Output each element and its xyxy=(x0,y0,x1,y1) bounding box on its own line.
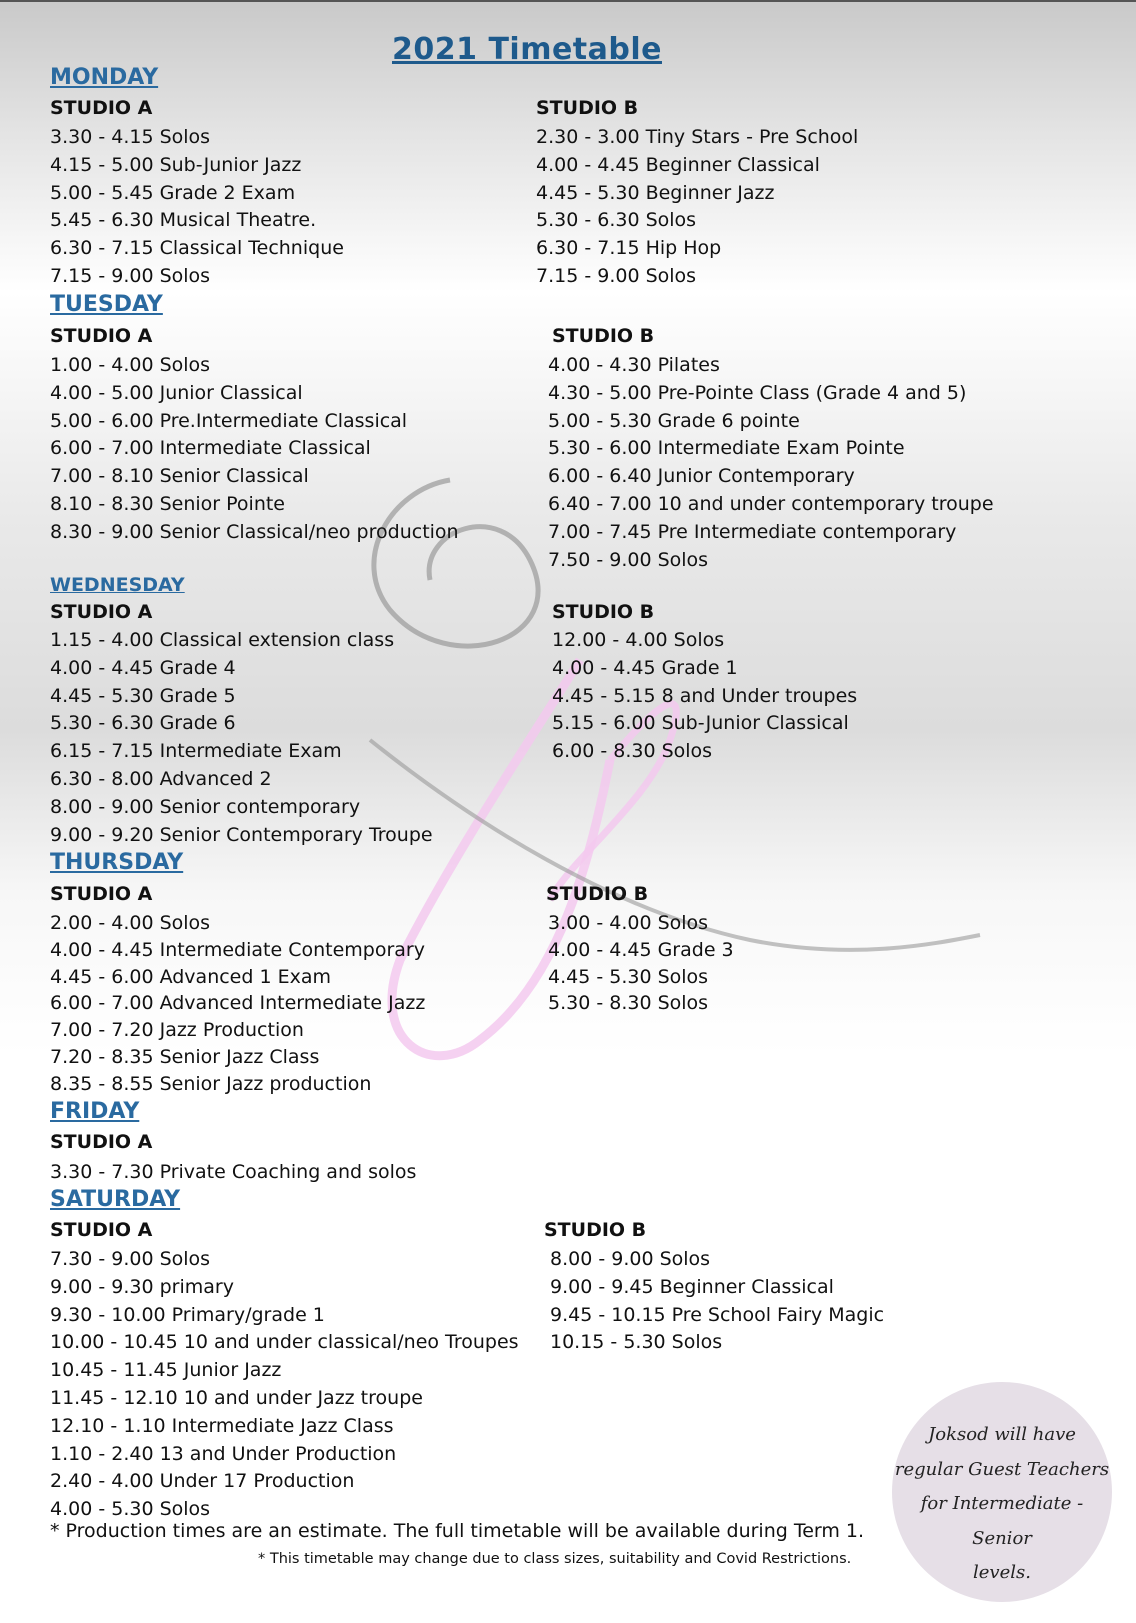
day-heading-wednesday: WEDNESDAY xyxy=(50,574,185,596)
class-entry: 9.30 - 10.00 Primary/grade 1 xyxy=(50,1303,325,1326)
class-entry: 5.15 - 6.00 Sub-Junior Classical xyxy=(552,712,849,735)
class-entry: 6.00 - 7.00 Intermediate Classical xyxy=(50,437,371,460)
class-entry: 7.00 - 8.10 Senior Classical xyxy=(50,465,309,488)
class-entry: 6.30 - 7.15 Hip Hop xyxy=(536,237,722,260)
tuesday-studio-b-list xyxy=(548,352,994,574)
class-entry: 12.10 - 1.10 Intermediate Jazz Class xyxy=(50,1414,394,1437)
monday-studio-b-label: STUDIO B xyxy=(536,97,639,119)
class-entry: 4.45 - 5.15 8 and Under troupes xyxy=(552,684,858,707)
class-entry: 8.30 - 9.00 Senior Classical/neo production xyxy=(50,520,459,543)
class-entry: 4.00 - 4.45 Grade 3 xyxy=(548,938,734,961)
class-entry: 2.40 - 4.00 Under 17 Production xyxy=(50,1470,355,1493)
class-entry: 6.00 - 7.00 Advanced Intermediate Jazz xyxy=(50,992,426,1015)
class-entry: 4.45 - 5.30 Beginner Jazz xyxy=(536,181,775,204)
class-entry: 10.45 - 11.45 Junior Jazz xyxy=(50,1359,282,1382)
class-entry: 4.00 - 4.45 Grade 4 xyxy=(50,656,236,679)
wednesday-studio-a-list xyxy=(50,627,433,849)
thursday-studio-a-label: STUDIO A xyxy=(50,883,153,905)
class-entry: 9.00 - 9.20 Senior Contemporary Troupe xyxy=(50,823,433,846)
class-entry: 2.30 - 3.00 Tiny Stars - Pre School xyxy=(536,126,859,148)
day-heading-monday: MONDAY xyxy=(50,65,159,90)
class-entry: 1.10 - 2.40 13 and Under Production xyxy=(50,1442,397,1465)
class-entry: 7.30 - 9.00 Solos xyxy=(50,1248,211,1270)
class-entry: 6.30 - 7.15 Classical Technique xyxy=(50,237,344,260)
class-entry: 4.45 - 5.30 Solos xyxy=(548,965,709,988)
day-heading-saturday: SATURDAY xyxy=(50,1187,181,1212)
class-entry: 9.00 - 9.45 Beginner Classical xyxy=(550,1275,834,1298)
class-entry: 1.15 - 4.00 Classical extension class xyxy=(50,629,395,651)
class-entry: 7.00 - 7.45 Pre Intermediate contemporary xyxy=(548,520,957,543)
guest-note-line: regular Guest Teachers xyxy=(894,1458,1110,1480)
class-entry: 10.15 - 5.30 Solos xyxy=(550,1331,723,1354)
class-entry: 3.00 - 4.00 Solos xyxy=(548,912,709,934)
class-entry: 4.00 - 4.30 Pilates xyxy=(548,354,720,376)
guest-note-line: for Intermediate - xyxy=(920,1493,1084,1514)
class-entry: 9.00 - 9.30 primary xyxy=(50,1275,234,1298)
guest-teachers-badge xyxy=(892,1382,1112,1602)
guest-note-line: levels. xyxy=(973,1562,1031,1583)
class-entry: 2.00 - 4.00 Solos xyxy=(50,912,211,934)
day-heading-thursday: THURSDAY xyxy=(50,850,184,875)
thursday-studio-b-label: STUDIO B xyxy=(546,883,649,905)
tuesday-studio-b-label: STUDIO B xyxy=(552,325,655,347)
wednesday-studio-a-label: STUDIO A xyxy=(50,601,153,623)
guest-teachers-text xyxy=(892,1418,1112,1591)
monday-studio-b-list xyxy=(536,124,858,291)
page-title: 2021 Timetable xyxy=(392,32,662,67)
guest-note-line: Joksod will have xyxy=(928,1424,1076,1445)
class-entry: 8.35 - 8.55 Senior Jazz production xyxy=(50,1072,372,1095)
class-entry: 7.15 - 9.00 Solos xyxy=(536,264,697,287)
tuesday-studio-a-label: STUDIO A xyxy=(50,325,153,347)
day-heading-friday: FRIDAY xyxy=(50,1099,140,1124)
class-entry: 7.15 - 9.00 Solos xyxy=(50,264,211,287)
top-border xyxy=(0,0,1136,2)
class-entry: 7.20 - 8.35 Senior Jazz Class xyxy=(50,1045,320,1068)
class-entry: 4.00 - 5.00 Junior Classical xyxy=(50,381,303,404)
class-entry: 5.30 - 6.30 Grade 6 xyxy=(50,712,236,735)
class-entry: 6.30 - 8.00 Advanced 2 xyxy=(50,767,272,790)
class-entry: 8.00 - 9.00 Senior contemporary xyxy=(50,795,361,818)
class-entry: 5.30 - 8.30 Solos xyxy=(548,992,709,1015)
saturday-studio-a-label: STUDIO A xyxy=(50,1219,153,1241)
production-times-footnote: * Production times are an estimate. The full timetable will be available during Term 1. xyxy=(50,1520,865,1542)
class-entry: 7.50 - 9.00 Solos xyxy=(548,548,709,571)
class-entry: 6.15 - 7.15 Intermediate Exam xyxy=(50,740,342,763)
class-entry: 4.30 - 5.00 Pre-Pointe Class (Grade 4 and 5) xyxy=(548,381,967,404)
thursday-studio-b-list xyxy=(548,910,734,1017)
class-entry: 3.30 - 4.15 Solos xyxy=(50,126,211,148)
saturday-studio-a-list xyxy=(50,1246,519,1524)
wednesday-studio-b-list xyxy=(552,627,857,766)
saturday-studio-b-label: STUDIO B xyxy=(544,1219,647,1241)
saturday-studio-b-list xyxy=(550,1246,884,1357)
class-entry: 4.00 - 4.45 Intermediate Contemporary xyxy=(50,938,425,961)
timetable-change-footnote: * This timetable may change due to class sizes, suitability and Covid Restrictions. xyxy=(258,1551,852,1567)
class-entry: 11.45 - 12.10 10 and under Jazz troupe xyxy=(50,1386,423,1409)
guest-note-line: Senior xyxy=(972,1527,1032,1549)
class-entry: 4.15 - 5.00 Sub-Junior Jazz xyxy=(50,153,302,176)
class-entry: 5.00 - 5.45 Grade 2 Exam xyxy=(50,181,296,204)
class-entry: 5.30 - 6.30 Solos xyxy=(536,209,697,232)
tuesday-studio-a-list xyxy=(50,352,459,547)
class-entry: 6.00 - 8.30 Solos xyxy=(552,740,713,763)
class-entry: 12.00 - 4.00 Solos xyxy=(552,629,725,651)
wednesday-studio-b-label: STUDIO B xyxy=(552,601,655,623)
friday-studio-a-list xyxy=(50,1159,416,1187)
class-entry: 8.00 - 9.00 Solos xyxy=(550,1248,711,1270)
class-entry: 4.00 - 5.30 Solos xyxy=(50,1498,211,1521)
class-entry: 5.00 - 5.30 Grade 6 pointe xyxy=(548,409,800,432)
monday-studio-a-label: STUDIO A xyxy=(50,97,153,119)
class-entry: 8.10 - 8.30 Senior Pointe xyxy=(50,492,285,515)
friday-studio-a-label: STUDIO A xyxy=(50,1131,153,1153)
class-entry: 4.45 - 6.00 Advanced 1 Exam xyxy=(50,965,332,988)
class-entry: 1.00 - 4.00 Solos xyxy=(50,354,211,376)
class-entry: 6.00 - 6.40 Junior Contemporary xyxy=(548,465,855,488)
class-entry: 5.30 - 6.00 Intermediate Exam Pointe xyxy=(548,437,905,460)
class-entry: 3.30 - 7.30 Private Coaching and solos xyxy=(50,1161,417,1183)
class-entry: 7.00 - 7.20 Jazz Production xyxy=(50,1019,304,1042)
class-entry: 6.40 - 7.00 10 and under contemporary troupe xyxy=(548,492,994,515)
day-heading-tuesday: TUESDAY xyxy=(50,292,163,317)
monday-studio-a-list xyxy=(50,124,344,291)
thursday-studio-a-list xyxy=(50,910,425,1098)
class-entry: 5.45 - 6.30 Musical Theatre. xyxy=(50,209,317,232)
class-entry: 5.00 - 6.00 Pre.Intermediate Classical xyxy=(50,409,408,432)
class-entry: 4.00 - 4.45 Grade 1 xyxy=(552,656,738,679)
class-entry: 4.45 - 5.30 Grade 5 xyxy=(50,684,236,707)
class-entry: 4.00 - 4.45 Beginner Classical xyxy=(536,153,820,176)
class-entry: 9.45 - 10.15 Pre School Fairy Magic xyxy=(550,1303,885,1326)
class-entry: 10.00 - 10.45 10 and under classical/neo Troupes xyxy=(50,1331,519,1354)
